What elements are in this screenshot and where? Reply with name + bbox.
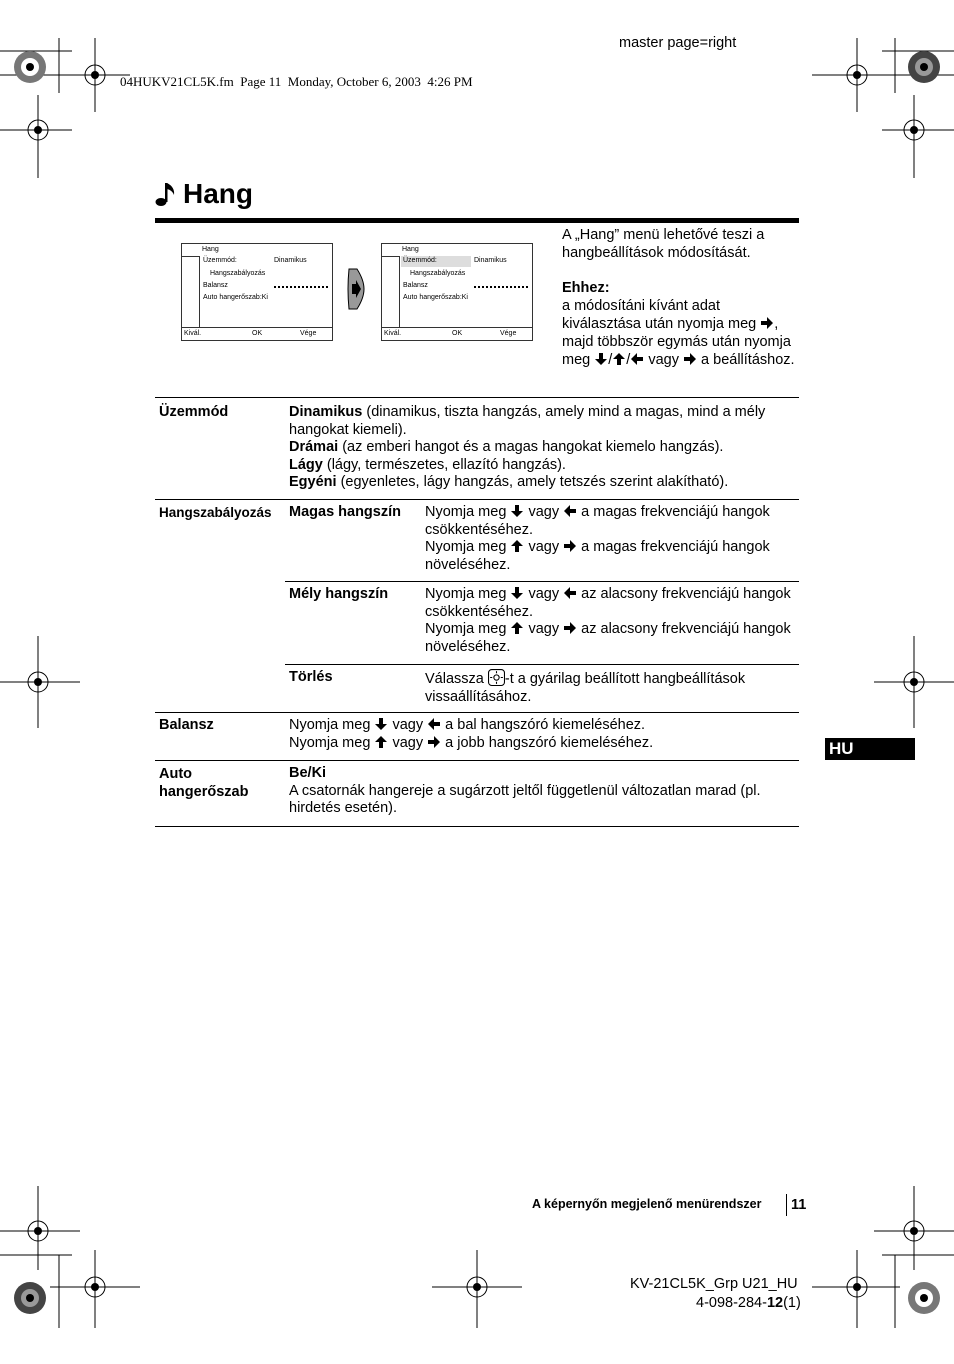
arrow-down-icon [374,717,388,731]
footer-divider [786,1194,787,1216]
page-title: Hang [183,178,253,209]
footer-end: Vége [500,330,517,337]
slash: / [608,352,613,368]
screen-footer [382,327,532,340]
divider [285,664,799,665]
mode-description: Dinamikus (dinamikus, tiszta hangzás, amely mind a magas, mind a mély hangokat kiemeli). Drámai (az emberi hangot és a magas hangokat kiemelo hangzás). Lágy (lágy, természetes, ellazító hangzás). Egyéni (egyenletes, lágy hangzás, amely tetszés szerint alakítható). [289,404,766,490]
auto-description: Be/Ki A csatornák hangereje a sugárzott jeltől függetlenül változatlan marad (pl. hirdetés esetén). [289,765,761,816]
arrow-right-icon [347,268,365,310]
arrow-down-icon [510,504,524,518]
screen-line-auto: Auto hangerőszab:Ki [203,294,268,301]
table-top-rule [155,397,799,398]
menu-icon-column [182,256,200,327]
balance-description: Nyomja meg vagy a bal hangszóró kiemeléséhez. Nyomja meg vagy a jobb hangszóró kiemeléséhez. [289,717,654,751]
footer-select: Kivál. [384,330,402,337]
screen-line-tone: Hangszabályozás [210,270,266,277]
arrow-right-icon [563,539,577,553]
arrow-up-icon [612,352,626,366]
screen-line-mode: Üzemmód: [403,257,437,264]
menu-screen-after [381,243,533,341]
intro-end: a beállításhoz. [701,352,795,368]
screen-line-balance: Balansz [403,282,428,289]
screen-line-auto: Auto hangerőszab:Ki [403,294,468,301]
title-rule [155,218,799,223]
divider [155,760,799,761]
part-code: 4-098-284-12(1) [696,1295,801,1311]
row-label-auto: Auto hangerőszab [159,766,249,800]
bass-label: Mély hangszín [289,586,389,602]
intro-or: vagy [648,352,679,368]
page-number: 11 [791,1197,807,1213]
reset-description: Válassza -t a gyárilag beállított hangbeállítások vissaállításához. [425,671,746,705]
arrow-right-icon [760,316,774,330]
divider [155,499,799,500]
intro-text [562,226,802,369]
arrow-left-icon [630,352,644,366]
music-note-icon [155,181,177,207]
divider [155,712,799,713]
screen-line-mode-value: Dinamikus [474,257,507,264]
arrow-left-icon [563,586,577,600]
arrow-up-icon [510,539,524,553]
row-label-mode: Üzemmód [159,404,229,420]
arrow-left-icon [427,717,441,731]
footer-select: Kivál. [184,330,202,337]
treble-description: Nyomja meg vagy a magas frekvenciájú hangok csökkentéséhez. Nyomja meg vagy a magas frekvenciájú hangok növeléséhez. [425,504,770,573]
screen-header: Hang [202,246,219,253]
intro-heading: Ehhez: [562,280,610,296]
slash: / [626,352,631,368]
screen-line-tone: Hangszabályozás [410,270,466,277]
file-info: 04HUKV21CL5K.fm Page 11 Monday, October 6, 2003 4:26 PM [120,74,473,89]
row-label-balance: Balansz [159,717,214,733]
screen-line-mode: Üzemmód: [203,257,237,264]
table-bottom-rule [155,826,799,827]
arrow-down-icon [510,586,524,600]
ok-button-icon [488,669,505,686]
footer-ok: OK [452,330,463,337]
screen-header: Hang [402,246,419,253]
treble-label: Magas hangszín [289,504,401,520]
balance-scale [274,286,328,288]
arrow-up-icon [374,735,388,749]
intro-step2: majd többször egymás után nyomja meg [562,334,791,368]
footer-ok: OK [252,330,263,337]
row-label-tone: Hangszabályozás [159,505,272,520]
reset-label: Törlés [289,669,333,685]
menu-screen-before [181,243,333,341]
screen-line-mode-value: Dinamikus [274,257,307,264]
section-title [155,178,253,210]
arrow-right-icon [563,621,577,635]
screen-footer [182,327,332,340]
divider [285,581,799,582]
arrow-up-icon [510,621,524,635]
bass-description: Nyomja meg vagy az alacsony frekvenciájú hangok csökkentéséhez. Nyomja meg vagy az alacsony frekvenciájú hangok növeléséhez. [425,586,791,655]
model-code: KV-21CL5K_Grp U21_HU [630,1276,798,1292]
language-tab: HU [825,738,915,760]
balance-scale [474,286,528,288]
menu-icon-column [382,256,400,327]
arrow-right-icon [427,735,441,749]
intro-paragraph: A „Hang” menü lehetővé teszi a hangbeállítások módosítását. [562,227,765,261]
screen-line-balance: Balansz [203,282,228,289]
arrow-down-icon [594,352,608,366]
footer-end: Vége [300,330,317,337]
arrow-right-icon [683,352,697,366]
footer-section: A képernyőn megjelenő menürendszer [532,1197,762,1211]
intro-step1: a módosítáni kívánt adat kiválasztása után nyomja meg [562,298,757,332]
intro-comma: , [774,316,779,332]
arrow-left-icon [563,504,577,518]
master-page-note: master page=right [619,35,737,51]
